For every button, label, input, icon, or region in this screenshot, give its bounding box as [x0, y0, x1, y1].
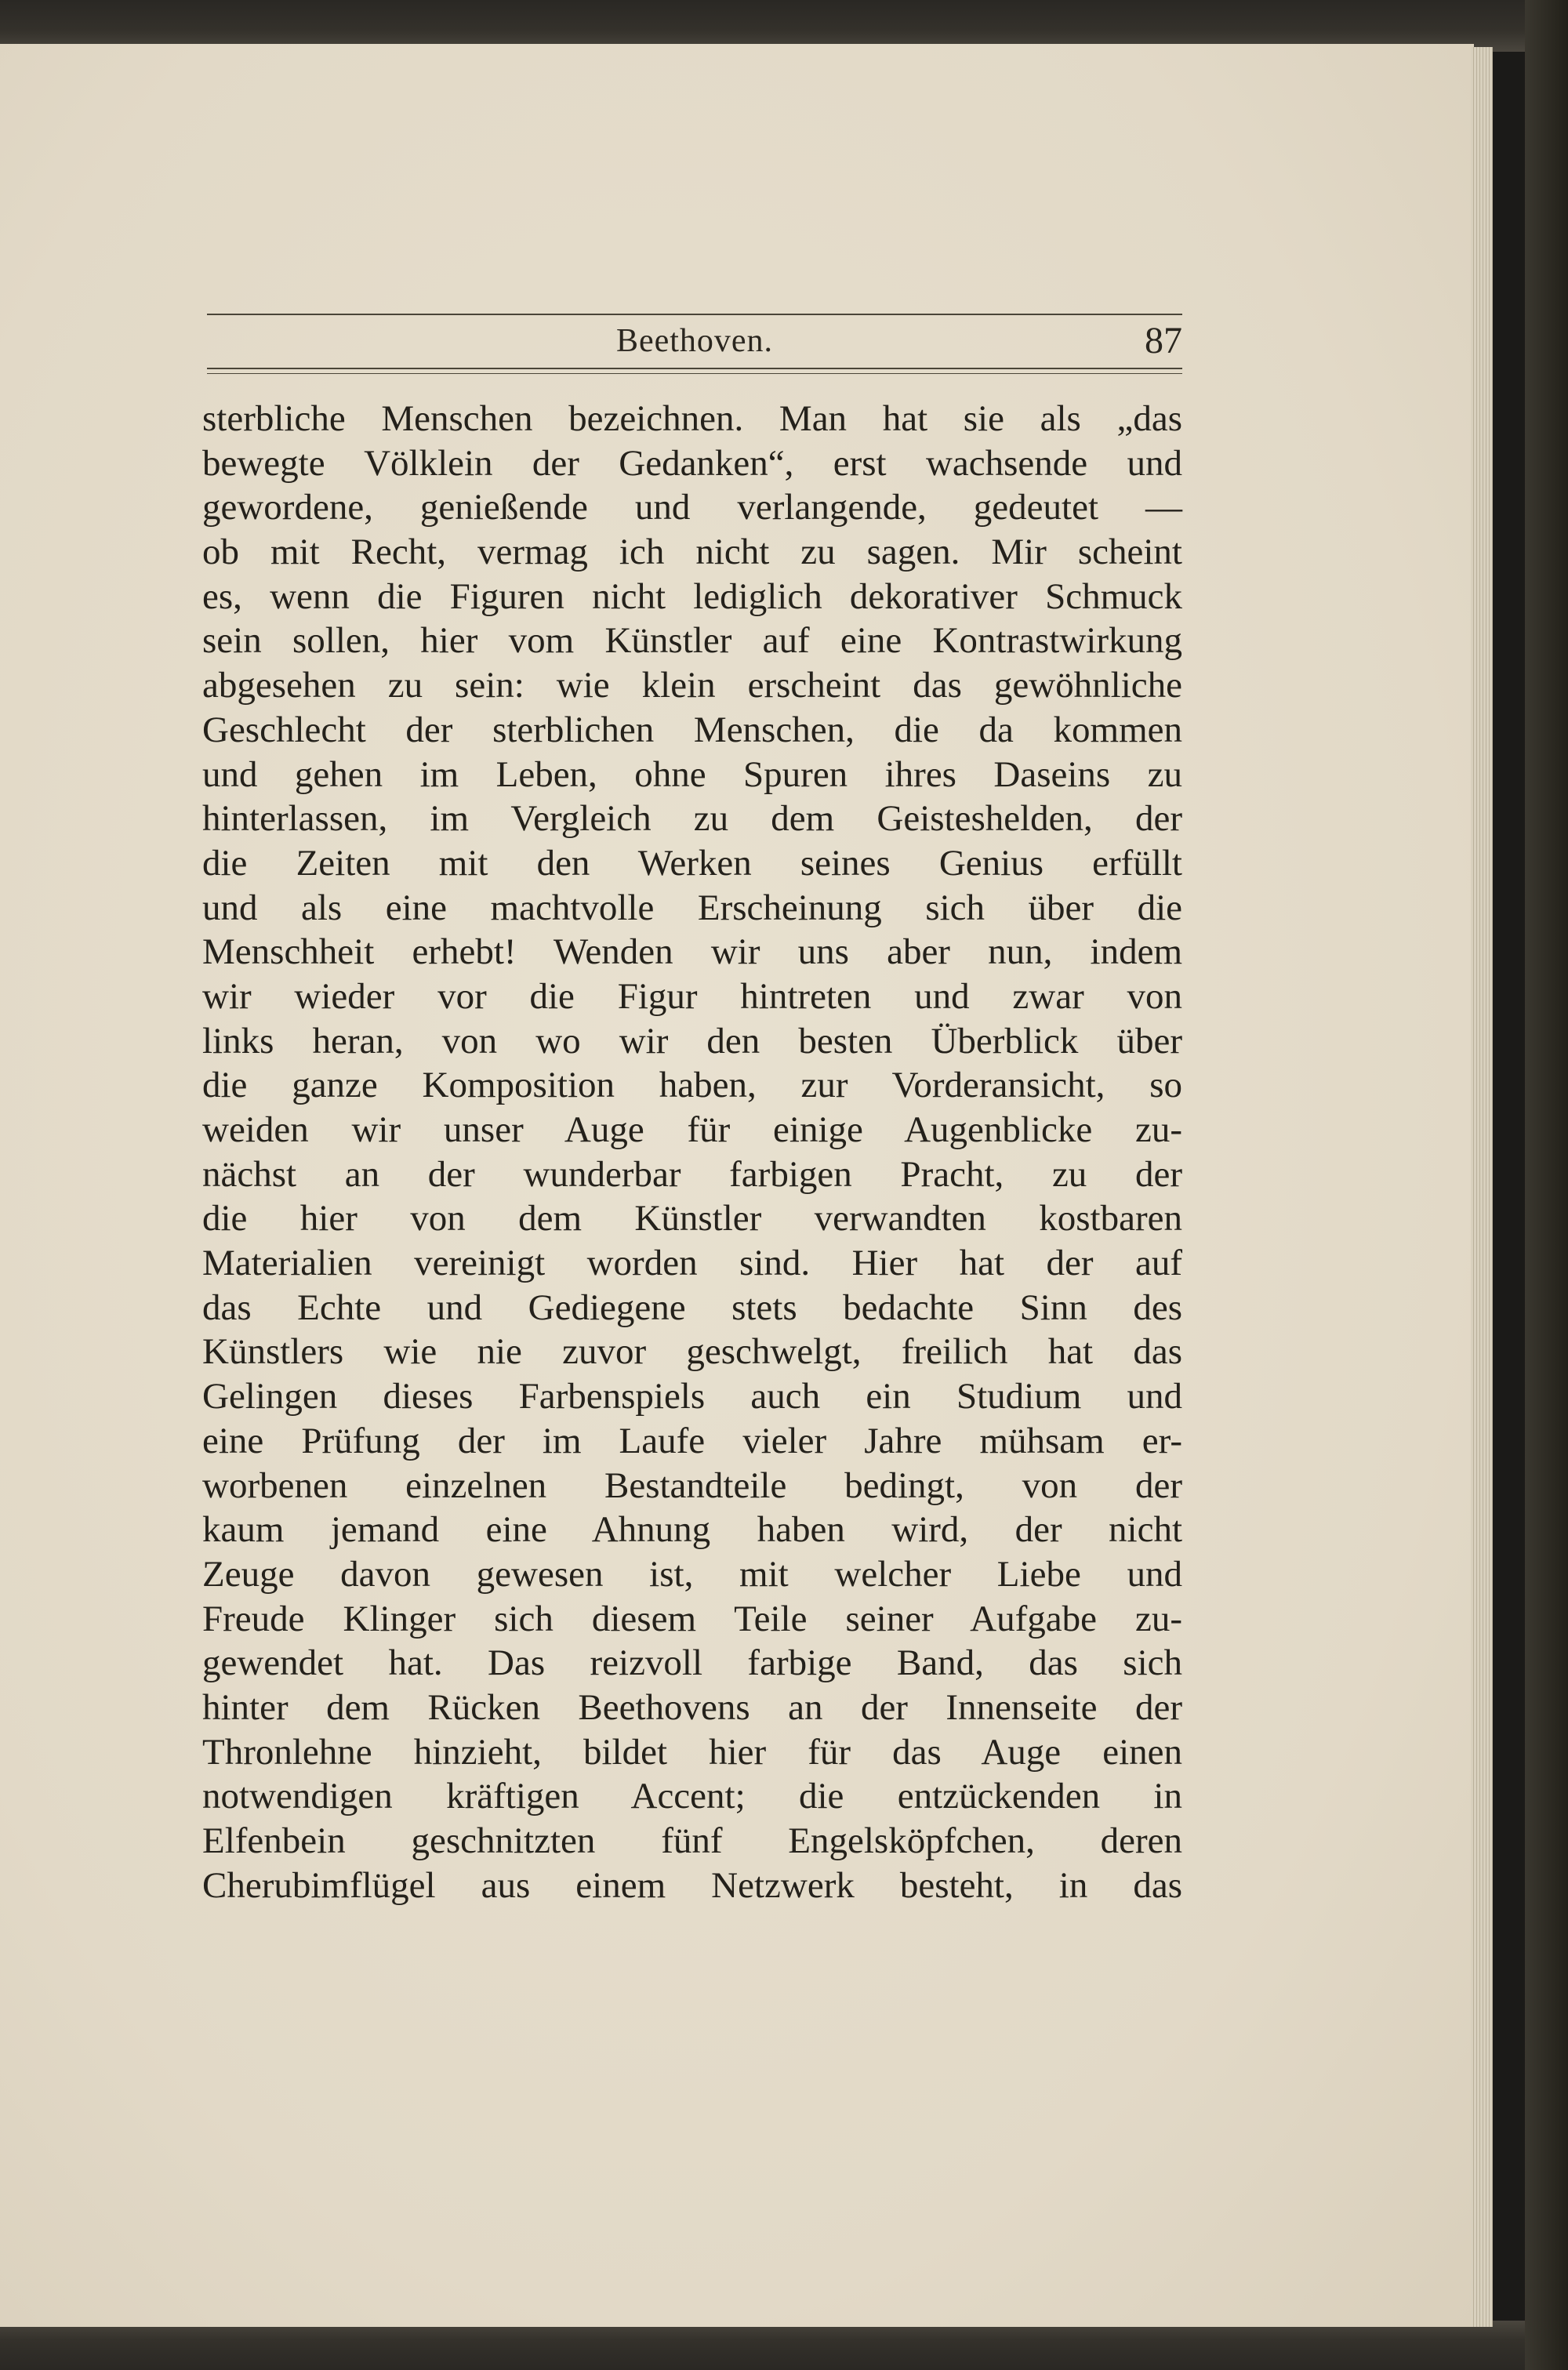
text-line: und gehen im Leben, ohne Spuren ihres Daseins zu	[202, 753, 1182, 795]
text-line: bewegte Völklein der Gedanken“, erst wachsende und	[202, 442, 1182, 484]
text-line: eine Prüfung der im Laufe vieler Jahre mühsam er-	[202, 1420, 1182, 1461]
header-rule-bottom-thin	[207, 373, 1182, 374]
text-line: hinter dem Rücken Beethovens an der Innenseite der	[202, 1686, 1182, 1728]
header-rule-bottom	[207, 368, 1182, 369]
text-line: sein sollen, hier vom Künstler auf eine Kontrastwirkung	[202, 620, 1182, 662]
text-line: Thronlehne hinzieht, bildet hier für das Auge einen	[202, 1731, 1182, 1773]
book-cover-bottom-edge	[0, 2321, 1568, 2370]
text-line: und als eine machtvolle Erscheinung sich über die	[202, 887, 1182, 928]
page-number: 87	[1145, 320, 1182, 361]
text-line: gewordene, genießende und verlangende, gedeutet —	[202, 487, 1182, 528]
text-line: notwendigen kräftigen Accent; die entzückenden in	[202, 1776, 1182, 1817]
text-line: Cherubimflügel aus einem Netzwerk besteht, in das	[202, 1864, 1182, 1906]
text-line: Menschheit erhebt! Wenden wir uns aber nun, indem	[202, 931, 1182, 973]
text-line: es, wenn die Figuren nicht lediglich dekorativer Schmuck	[202, 575, 1182, 617]
book-cover-right-edge	[1525, 0, 1568, 2370]
text-line: Materialien vereinigt worden sind. Hier hat der auf	[202, 1243, 1182, 1284]
text-line: die ganze Komposition haben, zur Vorderansicht, so	[202, 1065, 1182, 1106]
text-line: die Zeiten mit den Werken seines Genius erfüllt	[202, 842, 1182, 884]
text-line: das Echte und Gediegene stets bedachte Sinn des	[202, 1287, 1182, 1328]
text-line: Elfenbein geschnitzten fünf Engelsköpfchen, deren	[202, 1820, 1182, 1861]
text-line: hinterlassen, im Vergleich zu dem Geisteshelden, der	[202, 798, 1182, 840]
text-line: abgesehen zu sein: wie klein erscheint das gewöhnliche	[202, 665, 1182, 706]
text-line: die hier von dem Künstler verwandten kostbaren	[202, 1198, 1182, 1239]
header-rule-top	[207, 314, 1182, 315]
text-line: sterbliche Menschen bezeichnen. Man hat sie als „das	[202, 398, 1182, 439]
text-line: nächst an der wunderbar farbigen Pracht, zu der	[202, 1153, 1182, 1195]
text-line: Geschlecht der sterblichen Menschen, die da kommen	[202, 709, 1182, 750]
body-text	[202, 397, 1182, 1907]
running-head-title: Beethoven.	[615, 323, 774, 359]
text-line: Freude Klinger sich diesem Teile seiner Aufgabe zu-	[202, 1598, 1182, 1639]
page-stack-edges	[1471, 47, 1493, 2327]
text-line: wir wieder vor die Figur hintreten und zwar von	[202, 975, 1182, 1017]
text-line: weiden wir unser Auge für einige Augenblicke zu-	[202, 1109, 1182, 1150]
text-line: gewendet hat. Das reizvoll farbige Band, das sich	[202, 1642, 1182, 1684]
text-line: Zeuge davon gewesen ist, mit welcher Liebe und	[202, 1553, 1182, 1595]
text-line: Gelingen dieses Farbenspiels auch ein Studium und	[202, 1376, 1182, 1417]
running-head	[207, 318, 1182, 363]
text-line: kaum jemand eine Ahnung haben wird, der nicht	[202, 1509, 1182, 1551]
text-line: ob mit Recht, vermag ich nicht zu sagen. Mir scheint	[202, 532, 1182, 573]
text-line: links heran, von wo wir den besten Überblick über	[202, 1020, 1182, 1062]
text-line: Künstlers wie nie zuvor geschwelgt, freilich hat das	[202, 1331, 1182, 1373]
text-line: worbenen einzelnen Bestandteile bedingt, von der	[202, 1464, 1182, 1506]
